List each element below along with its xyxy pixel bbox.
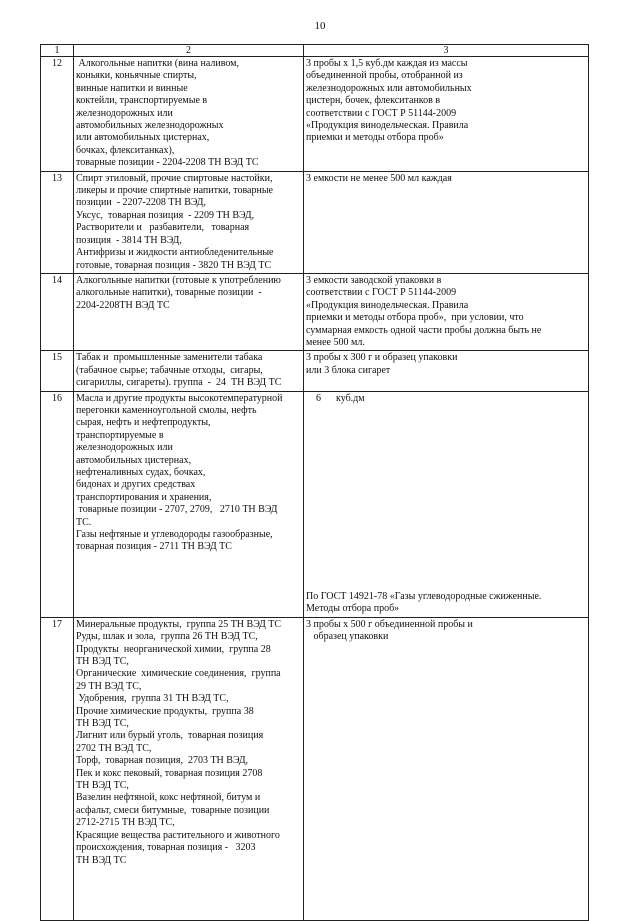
product-cell bbox=[74, 617, 304, 920]
text-line: «Продукция винодельческая. Правила bbox=[306, 299, 469, 311]
text-line: коньяки, коньячные спирты, bbox=[76, 70, 197, 82]
table-row bbox=[41, 171, 589, 273]
text-line: транспортируемые в bbox=[76, 429, 164, 441]
text-line: 6 куб.дм bbox=[306, 392, 365, 404]
text-line: бидонах и других средствах bbox=[76, 479, 196, 491]
header-col-3: 3 bbox=[304, 45, 589, 57]
text-line: железнодорожных или автомобильных bbox=[306, 82, 472, 94]
text-line: суммарная емкость одной части пробы должна быть не bbox=[306, 324, 542, 336]
text-line: (табачное сырье; табачные отходы, сигары, bbox=[76, 364, 263, 376]
table-row bbox=[41, 617, 589, 920]
table-row bbox=[41, 351, 589, 391]
text-line: сигариллы, сигареты). группа - 24 ТН ВЭД ТС bbox=[76, 377, 282, 389]
text-line: происхождения, товарная позиция - 3203 bbox=[76, 842, 256, 854]
text-line: или автомобильных цистернах, bbox=[76, 132, 210, 144]
text-line: объединенной пробы, отобранной из bbox=[306, 70, 463, 82]
text-line: Руды, шлак и зола, группа 26 ТН ВЭД ТС, bbox=[76, 631, 258, 643]
row-number: 13 bbox=[41, 171, 74, 273]
table-row bbox=[41, 391, 589, 617]
text-line: Продукты неорганической химии, группа 28 bbox=[76, 643, 271, 655]
text-line: приемки и методы отбора проб» bbox=[306, 132, 444, 144]
row-number: 14 bbox=[41, 273, 74, 350]
text-line: сырая, нефть и нефтепродукты, bbox=[76, 417, 211, 429]
text-line: товарные позиции - 2707, 2709, 2710 ТН ВЭД bbox=[76, 504, 278, 516]
product-cell bbox=[74, 273, 304, 350]
text-line: автомобильных железнодорожных bbox=[76, 120, 224, 132]
text-line: винные напитки и винные bbox=[76, 82, 188, 94]
text-line: или 3 блока сигарет bbox=[306, 364, 391, 376]
text-line: Методы отбора проб» bbox=[306, 603, 400, 615]
text-line: алкогольные напитки), товарные позиции - bbox=[76, 287, 262, 299]
text-line: Минеральные продукты, группа 25 ТН ВЭД ТС bbox=[76, 618, 282, 630]
text-line: ТН ВЭД ТС bbox=[76, 854, 127, 866]
page-number: 10 bbox=[314, 20, 326, 32]
text-line: ТС. bbox=[76, 516, 92, 528]
text-line: 3 емкости не менее 500 мл каждая bbox=[306, 172, 452, 184]
text-line: Прочие химические продукты, группа 38 bbox=[76, 705, 254, 717]
product-lines bbox=[76, 619, 301, 867]
text-line: бочках, флекситанках), bbox=[76, 144, 175, 156]
product-cell bbox=[74, 57, 304, 172]
text-line: Алкогольные напитки (вина наливом, bbox=[76, 58, 239, 69]
table-row bbox=[41, 57, 589, 172]
text-line: 3 пробы x 300 г и образец упаковки bbox=[306, 352, 458, 364]
text-line: нефтеналивных судах, бочках, bbox=[76, 467, 206, 478]
text-line: цистерн, бочек, флекситанков в bbox=[306, 95, 441, 107]
text-line: приемки и методы отбора проб», при условии, что bbox=[306, 312, 524, 324]
sample-size-cell bbox=[304, 351, 589, 391]
product-cell bbox=[74, 351, 304, 391]
text-line: ликеры и прочие спиртные напитки, товарные bbox=[76, 185, 273, 197]
text-line: Красящие вещества растительного и животного bbox=[76, 829, 280, 841]
text-line: железнодорожных или bbox=[76, 107, 173, 119]
text-line: Лигнит или бурый уголь, товарная позиция bbox=[76, 730, 264, 742]
text-line: ТН ВЭД ТС, bbox=[76, 656, 129, 667]
sampling-table bbox=[40, 44, 589, 921]
text-line: менее 500 мл. bbox=[306, 336, 365, 348]
row-number: 16 bbox=[41, 391, 74, 617]
text-line: Антифризы и жидкости антиобледенительные bbox=[76, 247, 274, 259]
text-line: транспортирования и хранения, bbox=[76, 491, 212, 503]
product-cell bbox=[74, 391, 304, 617]
text-line: товарные позиции - 2204-2208 ТН ВЭД ТС bbox=[76, 157, 259, 169]
sample-size-cell bbox=[304, 391, 589, 617]
text-line: Пек и кокс пековый, товарная позиция 2708 bbox=[76, 767, 263, 779]
product-cell bbox=[74, 171, 304, 273]
text-line: позиция - 3814 ТН ВЭД, bbox=[76, 234, 182, 246]
text-line: ТН ВЭД ТС, bbox=[76, 718, 129, 730]
row-number: 15 bbox=[41, 351, 74, 391]
text-line: Вазелин нефтяной, кокс нефтяной, битум и bbox=[76, 792, 261, 804]
row-number: 17 bbox=[41, 617, 74, 920]
text-line: соответствии с ГОСТ Р 51144-2009 bbox=[306, 107, 457, 119]
text-line: готовые, товарная позиция - 3820 ТН ВЭД ТС bbox=[76, 259, 272, 271]
table-row bbox=[41, 273, 589, 350]
text-line: Масла и другие продукты высокотемпературной bbox=[76, 392, 283, 404]
text-line: перегонки каменноугольной смолы, нефть bbox=[76, 404, 257, 416]
text-line: коктейли, транспортируемые в bbox=[76, 95, 208, 107]
text-line: 3 пробы x 500 г объединенной пробы и bbox=[306, 618, 473, 630]
text-line: «Продукция винодельческая. Правила bbox=[306, 120, 469, 132]
text-line: Торф, товарная позиция, 2703 ТН ВЭД, bbox=[76, 755, 249, 767]
text-line: Органические химические соединения, группа bbox=[76, 668, 281, 680]
sample-size-top bbox=[306, 393, 586, 405]
text-line: По ГОСТ 14921-78 «Газы углеводородные сжиженные. bbox=[306, 590, 542, 602]
text-line: асфальт, смеси битумные, товарные позиции bbox=[76, 804, 270, 816]
sample-size-bottom bbox=[306, 591, 586, 616]
text-line: Алкогольные напитки (готовые к употреблению bbox=[76, 274, 281, 286]
text-line: товарная позиция - 2711 ТН ВЭД ТС bbox=[76, 541, 232, 553]
text-line: Уксус, товарная позиция - 2209 ТН ВЭД, bbox=[76, 209, 255, 221]
text-line: 29 ТН ВЭД ТС, bbox=[76, 680, 142, 692]
header-col-1: 1 bbox=[41, 45, 74, 57]
sample-size-cell bbox=[304, 617, 589, 920]
text-line: Газы нефтяные и углеводороды газообразные, bbox=[76, 529, 273, 541]
text-line: соответствии с ГОСТ Р 51144-2009 bbox=[306, 287, 457, 299]
text-line: позиции - 2207-2208 ТН ВЭД, bbox=[76, 197, 206, 209]
text-line: железнодорожных или bbox=[76, 442, 173, 454]
text-line: Растворители и разбавители, товарная bbox=[76, 222, 250, 234]
text-line: образец упаковки bbox=[306, 631, 389, 643]
sample-size-cell bbox=[304, 273, 589, 350]
header-col-2: 2 bbox=[74, 45, 304, 57]
text-line: автомобильных цистернах, bbox=[76, 454, 192, 466]
text-line: 2204-2208ТН ВЭД ТС bbox=[76, 299, 170, 311]
text-line: ТН ВЭД ТС, bbox=[76, 780, 129, 792]
text-line: 3 емкости заводской упаковки в bbox=[306, 274, 442, 286]
text-line: 2712-2715 ТН ВЭД ТС, bbox=[76, 817, 175, 829]
text-line: 3 пробы x 1,5 куб.дм каждая из массы bbox=[306, 58, 468, 69]
table-header-row bbox=[41, 45, 589, 57]
row-number: 12 bbox=[41, 57, 74, 172]
text-line: Спирт этиловый, прочие спиртовые настойки, bbox=[76, 172, 273, 184]
text-line: 2702 ТН ВЭД ТС, bbox=[76, 742, 152, 754]
sample-size-cell bbox=[304, 171, 589, 273]
text-line: Удобрения, группа 31 ТН ВЭД ТС, bbox=[76, 693, 229, 705]
text-line: Табак и промышленные заменители табака bbox=[76, 352, 263, 364]
sample-size-cell bbox=[304, 57, 589, 172]
